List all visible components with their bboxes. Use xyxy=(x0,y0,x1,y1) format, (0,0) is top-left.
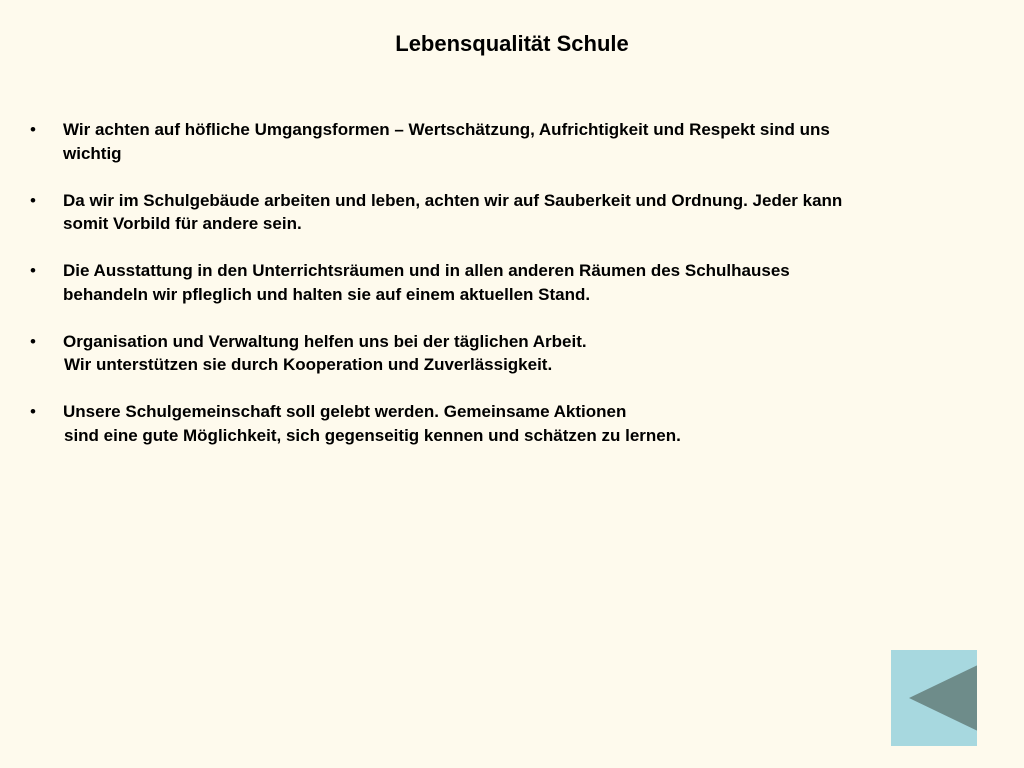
bullet-text-line: behandeln wir pfleglich und halten sie auf einem aktuellen Stand. xyxy=(63,284,591,304)
bullet-marker: • xyxy=(30,331,36,351)
bullet-text-line: Da wir im Schulgebäude arbeiten und leben, achten wir auf Sauberkeit und Ordnung. Jeder kann xyxy=(63,190,843,210)
list-item xyxy=(30,118,990,165)
bullet-text-line: Organisation und Verwaltung helfen uns bei der täglichen Arbeit. xyxy=(63,331,587,351)
bullet-text-line: Wir unterstützen sie durch Kooperation und Zuverlässigkeit. xyxy=(64,355,553,374)
bullet-text-line: Die Ausstattung in den Unterrichtsräumen und in allen anderen Räumen des Schulhauses xyxy=(63,261,790,280)
bullet-marker: • xyxy=(30,190,36,210)
back-button[interactable] xyxy=(891,650,977,746)
bullet-text-line: somit Vorbild für andere sein. xyxy=(63,214,302,233)
bullet-marker: • xyxy=(30,402,36,421)
bullet-marker: • xyxy=(30,261,36,280)
bullet-text-line: sind eine gute Möglichkeit, sich gegenseitig kennen und schätzen zu lernen. xyxy=(64,425,681,445)
triangle-left-icon xyxy=(891,650,977,746)
page-title: Lebensqualität Schule xyxy=(395,31,629,56)
bullet-text-line: Wir achten auf höfliche Umgangsformen – Wertschätzung, Aufrichtigkeit und Respekt sind uns xyxy=(63,120,830,139)
list-item xyxy=(30,189,990,236)
bullet-marker: • xyxy=(30,120,36,139)
bullet-text-line: wichtig xyxy=(63,143,122,163)
list-item xyxy=(30,259,990,306)
bullet-list xyxy=(30,118,990,471)
list-item xyxy=(30,400,990,447)
list-item xyxy=(30,330,990,377)
bullet-text-line: Unsere Schulgemeinschaft soll gelebt werden. Gemeinsame Aktionen xyxy=(63,402,627,421)
